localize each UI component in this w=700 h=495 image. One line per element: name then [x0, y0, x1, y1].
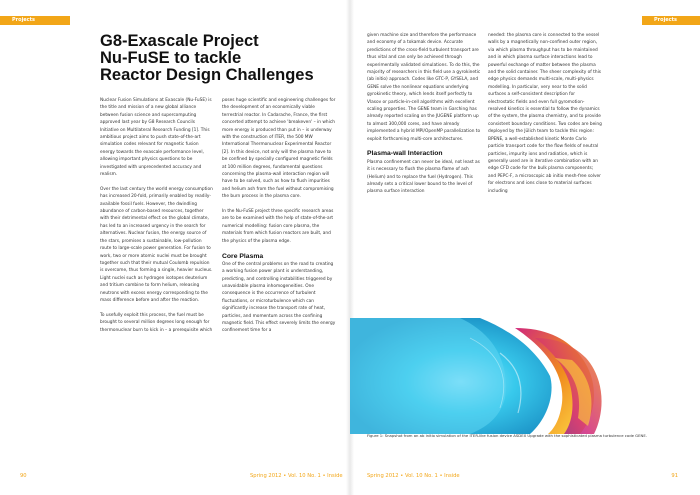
- plasma-simulation-figure: [350, 318, 675, 434]
- paragraph: poses huge scientific and engineering challenges for the development of an economically viable terrestrial reactor. In Cadarache, France, the first concerted attempt to achieve 'breakeven' – in which more energy is produced than put in – is underway with the construction of ITER, the 500 MW International Thermonuclear Experimental Reactor [2]. In this device, not only will the plasma have to be confined by specially configured magnetic fields at 100 million degrees, fundamental questions concerning the plasma-wall interaction region will have to be solved, such as how to flush impurities and helium ash from the fuel without compromising the burn process in the plasma core.: [222, 98, 336, 200]
- right-column-2: [488, 32, 602, 202]
- section-tab: Projects: [642, 16, 700, 25]
- right-page: [350, 0, 700, 495]
- section-tab: Projects: [0, 16, 70, 25]
- paragraph: given machine size and therefore the performance and economy of a tokamak device. Accurate predictions of the cross-field turbulent transport are thus vital and can only be achieved through experimentally validated simulations. To do this, the majority of researchers in this field use a gyrokinetic (ab initio) approach. Codes like GTC-P, GYSELA, and GENE solve the nonlinear equations underlying gyrokinetic theory, which lends itself perfectly to Vlasov or particle-in-cell algorithms with excellent scaling properties. The GENE team in Garching has already reported scaling on the JUGENE platform up to almost 300,000 cores, and have already implemented a hybrid MPI/OpenMP parallelization to exploit forthcoming multi-core architectures.: [367, 33, 481, 142]
- right-column-1: [367, 32, 481, 203]
- figure-caption: Figure 1: Snapshot from an ab initio simulation of the ITER-like fusion device ASDEX Upgrade with the sophisticated plasma turbulence code GENE.: [367, 433, 647, 438]
- torus-image: [350, 318, 675, 434]
- paragraph: One of the central problems on the road to creating a working fusion power plant is understanding, predicting, and controlling instabilities triggered by unavoidable plasma inhomogeneities. One consequence is the occurrence of turbulent fluctuations, or microturbulence which can significantly increase the transport rate of heat, particles, and momentum across the confining magnetic field. This effect severely limits the energy confinement time for a: [222, 261, 336, 334]
- section-heading: Core Plasma: [222, 252, 264, 260]
- paragraph: Nuclear Fusion Simulations at Exascale (Nu-FuSE) is the title and mission of a new global alliance between fusion science and supercomputing approved last year by G8 Research Councils Initiative on Multilateral Research Funding [1]. This ambitious project aims to push state-of-the-art simulation codes relevant for magnetic fusion energy towards the exascale performance level, allowing important physics questions to be investigated with unprecedented accuracy and realism.: [100, 98, 212, 178]
- issue-info: Spring 2012 • Vol. 10 No. 1 • Inside: [250, 473, 343, 479]
- paragraph: needed: the plasma core is connected to the vessel walls by a magnetically non-confined outer region, via which plasma throughput has to be maintained and in which plasma surface interactions lead to powerful exchange of matter between the plasma and the solid container. The sheer complexity of this edge physics demands multi-scale, multi-physics modelling. In particular, very near to the solid surfaces a self-consistent description for electrostatic fields and even full gyromotion-resolved kinetics is essential to follow the dynamics of the system, the plasma chemistry, and to provide consistent boundary conditions. Two codes are being deployed by the Jülich team to tackle this region: BPENE, a well-established kinetic Monte Carlo particle transport code for the flow fields of neutral particles, impurity ions and radiation, which is generally used are in iterative combination with an edge CFD code for the bulk plasma components; and PEPC-F, a microscopic ab initio mesh-free solver for electrons and ions close to material surfaces including: [488, 33, 602, 194]
- issue-info: Spring 2012 • Vol. 10 No. 1 • Inside: [367, 473, 460, 479]
- paragraph: Plasma confinement can never be ideal, not least as it is necessary to flush the plasma flame of ash (Helium) and to replace the fuel (Hydrogen). This already sets a critical lower bound to the level of plasma surface interaction: [367, 159, 480, 195]
- paragraph: Over the last century the world energy consumption has increased 20-fold, primarily enabled by readily-available fossil fuels. However, the dwindling abundance of carbon-based resources, together with their detrimental effect on the global climate, has led to an increased urgency in the search for alternatives. Nuclear fusion, the energy source of the stars, promises a sustainable, low-pollution route to large-scale power generation. For fusion to work, two or more atomic nuclei must be brought together such that their mutual Coulomb repulsion is overcome, thus forming a single, heavier nucleus. Light nuclei such as hydrogen isotopes deuterium and tritium combine to form helium, releasing neutrons with excess energy corresponding to the mass difference before and after the reaction.: [100, 186, 213, 303]
- left-column-1: [100, 97, 214, 341]
- left-column-2: [222, 97, 336, 342]
- page-number: 91: [671, 473, 678, 479]
- page-number: 90: [20, 473, 27, 479]
- plasma-torus-inner: [350, 318, 506, 434]
- paragraph: To usefully exploit this process, the fuel must be brought to several million degrees long enough for thermonuclear burn to kick in – a prerequisite which: [100, 312, 213, 333]
- section-heading: Plasma-wall Interaction: [367, 150, 443, 158]
- article-title: G8-Exascale Project Nu-FuSE to tackle Reactor Design Challenges: [100, 32, 314, 84]
- paragraph: In the Nu-FuSE project three specific research areas are to be examined with the help of state-of-the-art numerical modelling: fusion core plasma, the materials from which fusion reactors are built, and the physics of the plasma edge.: [222, 209, 334, 244]
